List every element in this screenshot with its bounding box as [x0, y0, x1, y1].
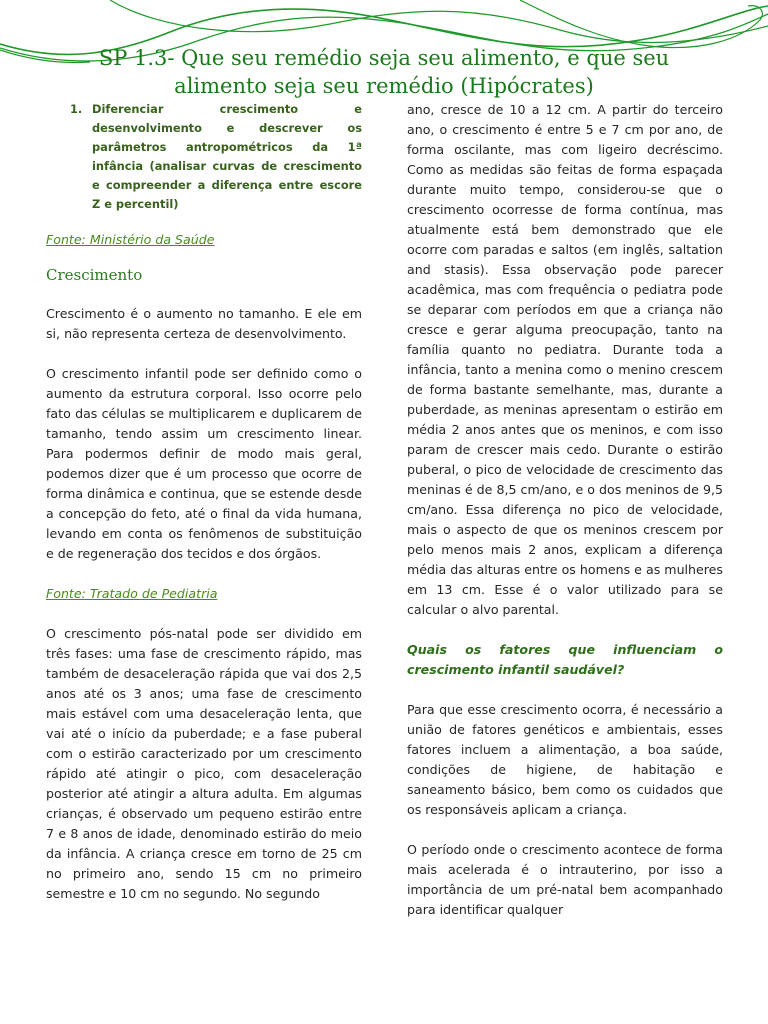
paragraph: O crescimento pós-natal pode ser dividido em três fases: uma fase de crescimento rápido, mas também de desaceleração rápida que vai dos 2,5 anos até os 3 anos; uma fase de crescimento mais estável com uma desaceleração lenta, que vai até o início da puberdade; e a fase puberal com o estirão caracterizado por um crescimento rápido até atingir o pico, com desaceleração posterior até atingir a altura adulta. Em algumas crianças, é observado um pequeno estirão entre 7 e 8 anos de idade, denominado estirão do meio da infância. A criança cresce em torno de 25 cm no primeiro ano, sendo 15 cm no primeiro semestre e 10 cm no segundo. No segundo: [46, 626, 362, 901]
right-column: [407, 100, 723, 920]
objective-number: 1.: [70, 102, 83, 116]
paragraph: Crescimento é o aumento no tamanho. E ele em si, não representa certeza de desenvolvimento.: [46, 306, 362, 341]
question-heading: Quais os fatores que influenciam o crescimento infantil saudável?: [407, 642, 723, 677]
source-link-ministerio[interactable]: Fonte: Ministério da Saúde: [46, 232, 215, 247]
paragraph: ano, cresce de 10 a 12 cm. A partir do terceiro ano, o crescimento é entre 5 e 7 cm por ano, de forma oscilante, mas com ligeiro decréscimo. Como as medidas são feitas de forma espaçada durante muito tempo, considerou-se que o crescimento ocorresse de forma contínua, mas atualmente está bem demonstrado que ele ocorre com paradas e saltos (em inglês, saltation and stasis). Essa observação pode parecer acadêmica, mas com frequência o pediatra pode se deparar com períodos em que a criança não cresce e gerar alguma preocupação, tanto na família quanto no pediatra. Durante toda a infância, tanto a menina como o menino crescem de forma bastante semelhante, mas, durante a puberdade, as meninas apresentam o estirão em média 2 anos antes que os meninos, e com isso param de crescer mais cedo. Durante o estirão puberal, o pico de velocidade de crescimento das meninas é de 8,5 cm/ano, e o dos meninos de 9,5 cm/ano. Essa diferença no pico de velocidade, mais o aspecto de que os meninos crescem por pelo menos mais 2 anos, explicam a diferença média das alturas entre os homens e as mulheres em 13 cm. Esse é o valor utilizado para se calcular o alvo parental.: [407, 102, 723, 617]
paragraph: O período onde o crescimento acontece de forma mais acelerada é o intrauterino, por isso a importância de um pré-natal bem acompanhado para identificar qualquer: [407, 842, 723, 917]
paragraph: O crescimento infantil pode ser definido como o aumento da estrutura corporal. Isso ocorre pelo fato das células se multiplicarem e duplicarem de tamanho, tendo assim um crescimento linear. Para podermos definir de modo mais geral, podemos dizer que é um processo que ocorre de forma dinâmica e continua, que se estende desde a concepção do feto, até o final da vida humana, levando em conta os fenômenos de substituição e de regeneração dos tecidos e dos órgãos.: [46, 366, 362, 561]
left-column: [46, 100, 362, 904]
section-heading-crescimento: Crescimento: [46, 266, 143, 284]
paragraph: Para que esse crescimento ocorra, é necessário a união de fatores genéticos e ambientais, esses fatores incluem a alimentação, a boa saúde, condições de higiene, de habitação e saneamento básico, bem como os cuidados que os responsáveis aplicam a criança.: [407, 702, 723, 817]
objective-text: Diferenciar crescimento e desenvolvimento e descrever os parâmetros antropométricos da 1ª infância (analisar curvas de crescimento e compreender a diferença entre escore Z e percentil): [92, 102, 362, 211]
page-title: SP 1.3- Que seu remédio seja seu alimento, e que seu alimento seja seu remédio (Hipócrates): [98, 46, 670, 98]
objective-item: [46, 100, 362, 214]
source-link-tratado[interactable]: Fonte: Tratado de Pediatria: [46, 586, 218, 601]
